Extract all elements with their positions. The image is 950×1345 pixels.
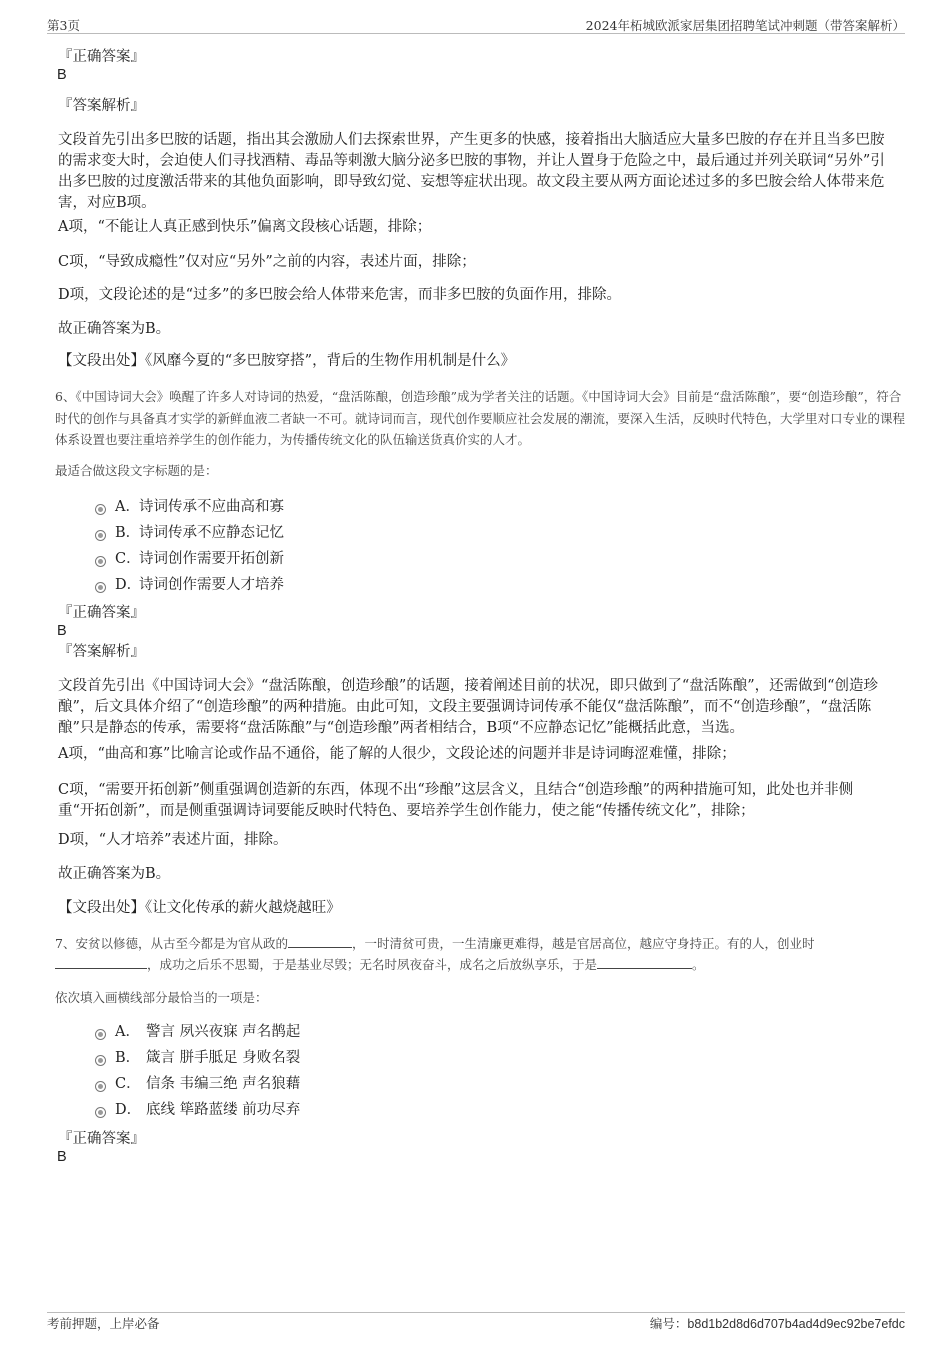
- q6-answer-heading: 『正确答案』: [58, 605, 145, 621]
- q6-prompt: 最适合做这段文字标题的是：: [55, 463, 218, 478]
- q6-answer: B: [57, 623, 67, 639]
- q5-option-d-analysis: D项，文段论述的是“过多”的多巴胺会给人体带来危害，而非多巴胺的负面作用，排除。: [58, 287, 621, 303]
- q7-text-4: 。: [692, 957, 705, 972]
- option-text: 底线 筚路蓝缕 前功尽弃: [146, 1102, 301, 1118]
- option-label: A．: [115, 1024, 140, 1040]
- q7-prompt: 依次填入画横线部分最恰当的一项是：: [55, 990, 268, 1005]
- option-text: 诗词传承不应曲高和寡: [139, 499, 284, 515]
- code-label: 编号：: [649, 1316, 688, 1331]
- radio-icon[interactable]: [95, 582, 106, 593]
- radio-icon[interactable]: [95, 556, 106, 567]
- option-text: 诗词创作需要开拓创新: [139, 551, 284, 567]
- option-text: 警言 夙兴夜寐 声名鹊起: [146, 1024, 301, 1040]
- option-label: C．: [115, 551, 141, 567]
- footer-slogan: 考前押题，上岸必备: [47, 1316, 160, 1331]
- q7-text-2: ，一时清贫可贵，一生清廉更难得，越是官居高位，越应守身持正。有的人，创业时: [351, 936, 815, 951]
- q6-option-a-analysis: A项，“曲高和寡”比喻言论或作品不通俗，能了解的人很少，文段论述的问题并非是诗词晦涩难懂，排除；: [58, 746, 736, 762]
- radio-icon[interactable]: [95, 1055, 106, 1066]
- q5-conclusion: 故正确答案为B。: [58, 321, 171, 337]
- q5-answer: B: [57, 67, 67, 83]
- q6-option-c-analysis: C项，“需要开拓创新”侧重强调创造新的东西，体现不出“珍酿”这层含义，且结合“创造珍酿”的两种措施可知，此处也并非侧重“开拓创新”，而是侧重强调诗词要能反映时代特色、要培养学生创作能力，使之能“传播传统文化”，排除；: [58, 782, 854, 819]
- fill-blank-1[interactable]: [288, 936, 352, 948]
- q7-answer-heading: 『正确答案』: [58, 1131, 145, 1147]
- q7-text-3: ，成功之后乐不思蜀，于是基业尽毁；无名时夙夜奋斗，成名之后放纵享乐，于是: [147, 957, 598, 972]
- q6-question-text: 6、《中国诗词大会》唤醒了许多人对诗词的热爱，“盘活陈酿，创造珍酿”成为学者关注的话题。《中国诗词大会》目前是“盘活陈酿”，要“创造珍酿”，符合时代的创作与具备真才实学的新鲜血液二者缺一不可。就诗词而言，现代创作要顺应社会发展的潮流，要深入生活，反映时代特色，大学里对口专业的课程体系设置也要注重培养学生的创作能力，为传播传统文化的队伍输送货真价实的人才。: [55, 389, 906, 447]
- q7-text-1: 7、安贫以修德，从古至今都是为官从政的: [55, 936, 288, 951]
- code-value: b8d1b2d8d6d707b4ad4d9ec92be7efdc: [687, 1317, 905, 1331]
- page-header: [47, 14, 905, 34]
- q5-source: 【文段出处】《风靡今夏的“多巴胺穿搭”，背后的生物作用机制是什么》: [58, 353, 516, 369]
- q5-option-a-analysis: A项，“不能让人真正感到快乐”偏离文段核心话题，排除；: [58, 219, 432, 235]
- radio-icon[interactable]: [95, 1029, 106, 1040]
- fill-blank-2[interactable]: [55, 957, 147, 969]
- radio-icon[interactable]: [95, 504, 106, 515]
- q7-question-line-1: [55, 933, 814, 955]
- radio-icon[interactable]: [95, 1081, 106, 1092]
- radio-icon[interactable]: [95, 530, 106, 541]
- option-label: C．: [115, 1076, 141, 1092]
- q5-analysis-heading: 『答案解析』: [58, 98, 145, 114]
- q5-analysis: 文段首先引出多巴胺的话题，指出其会激励人们去探索世界，产生更多的快感，接着指出大脑适应大量多巴胺的存在并且当多巴胺的需求变大时，会迫使人们寻找酒精、毒品等刺激大脑分泌多巴胺的事物，并让人置身于危险之中，最后通过并列关联词“另外”引出多巴胺的过度激活带来的其他负面影响，即导致幻觉、妄想等症状出现。故文段主要从两方面论述过多的多巴胺会给人体带来危害，对应B项。: [58, 132, 885, 211]
- page-footer: [47, 1313, 905, 1333]
- option-text: 信条 韦编三绝 声名狼藉: [146, 1076, 301, 1092]
- radio-icon[interactable]: [95, 1107, 106, 1118]
- option-label: D．: [115, 577, 142, 593]
- q6-analysis-heading: 『答案解析』: [58, 644, 145, 660]
- option-label: B．: [115, 1050, 141, 1066]
- q6-conclusion: 故正确答案为B。: [58, 866, 171, 882]
- option-text: 诗词传承不应静态记忆: [139, 525, 284, 541]
- document-title: 2024年柘城欧派家居集团招聘笔试冲刺题（带答案解析）: [585, 18, 905, 33]
- option-text: 箴言 胼手胝足 身败名裂: [146, 1050, 301, 1066]
- option-text: 诗词创作需要人才培养: [139, 577, 284, 593]
- option-label: A．: [115, 499, 140, 515]
- q5-option-c-analysis: C项，“导致成瘾性”仅对应“另外”之前的内容，表述片面，排除；: [58, 254, 476, 270]
- q6-analysis: 文段首先引出《中国诗词大会》“盘活陈酿，创造珍酿”的话题，接着阐述目前的状况，即只做到了“盘活陈酿”，还需做到“创造珍酿”，后文具体介绍了“创造珍酿”的两种措施。由此可知，文段主要强调诗词传承不能仅“盘活陈酿”，而不“创造珍酿”，“盘活陈酿”只是静态的传承，需要将“盘活陈酿”与“创造珍酿”两者相结合，B项“不应静态记忆”能概括此意，当选。: [58, 678, 879, 736]
- option-label: D．: [115, 1102, 142, 1118]
- q5-answer-heading: 『正确答案』: [58, 49, 145, 65]
- q7-answer: B: [57, 1149, 67, 1165]
- q7-question-line-2: [55, 954, 705, 976]
- fill-blank-3[interactable]: [597, 957, 692, 969]
- page-number: 第3页: [47, 18, 80, 33]
- q6-source: 【文段出处】《让文化传承的薪火越烧越旺》: [58, 900, 341, 916]
- option-label: B．: [115, 525, 141, 541]
- q6-option-d-analysis: D项，“人才培养”表述片面，排除。: [58, 832, 288, 848]
- header-divider: [47, 33, 905, 34]
- document-code: [650, 1314, 905, 1332]
